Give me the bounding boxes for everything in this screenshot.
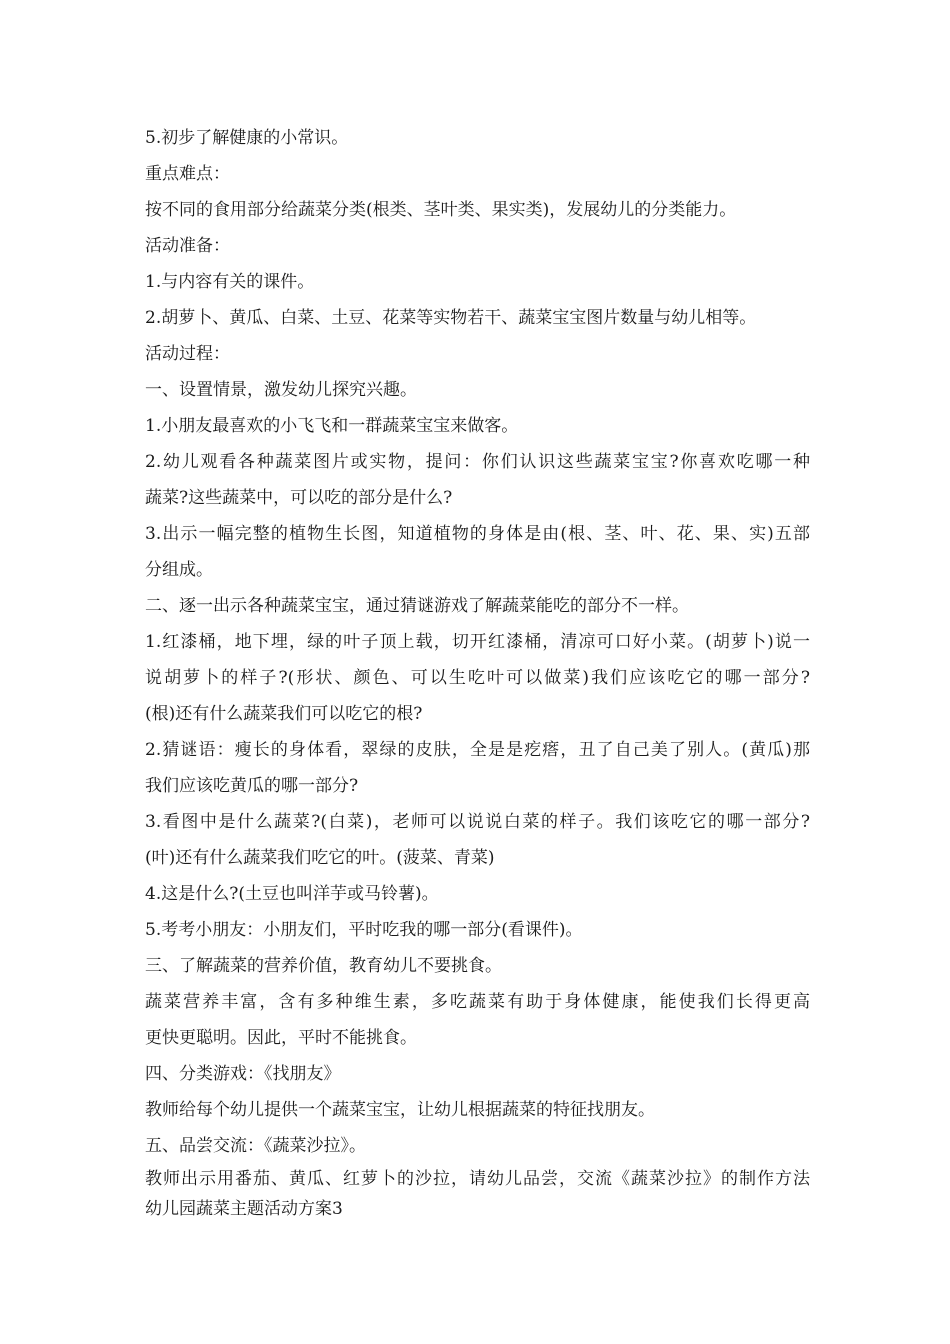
section-heading: 一、设置情景，激发幼儿探究兴趣。: [145, 380, 417, 400]
text-line: 2.猜谜语：瘦长的身体看，翠绿的皮肤，全是是疙瘩，丑了自己美了别人。(黄瓜)那: [145, 740, 810, 760]
section-heading: 五、品尝交流：《蔬菜沙拉》。: [145, 1136, 366, 1156]
text-line: 3.出示一幅完整的植物生长图，知道植物的身体是由(根、茎、叶、花、果、实)五部: [145, 524, 810, 544]
text-line: 5.初步了解健康的小常识。: [145, 128, 349, 148]
text-line: 4.这是什么?(土豆也叫洋芋或马铃薯)。: [145, 884, 439, 904]
document-body: [145, 120, 810, 1224]
text-line: 1.小朋友最喜欢的小飞飞和一群蔬菜宝宝来做客。: [145, 416, 519, 436]
text-line: 蔬菜营养丰富，含有多种维生素，多吃蔬菜有助于身体健康，能使我们长得更高: [145, 992, 810, 1012]
text-line: 分组成。: [145, 560, 213, 580]
text-line: 5.考考小朋友：小朋友们，平时吃我的哪一部分(看课件)。: [145, 920, 583, 940]
text-line: 1.红漆桶，地下埋，绿的叶子顶上载，切开红漆桶，清凉可口好小菜。(胡萝卜)说一: [145, 632, 810, 652]
section-heading: 四、分类游戏：《找朋友》: [145, 1064, 341, 1084]
section-heading: 三、了解蔬菜的营养价值，教育幼儿不要挑食。: [145, 956, 502, 976]
text-line: 蔬菜?这些蔬菜中，可以吃的部分是什么?: [145, 488, 453, 508]
text-line: 教师出示用番茄、黄瓜、红萝卜的沙拉，请幼儿品尝，交流《蔬菜沙拉》的制作方法: [145, 1169, 810, 1189]
section-heading: 活动准备：: [145, 236, 230, 256]
text-line: 按不同的食用部分给蔬菜分类(根类、茎叶类、果实类)，发展幼儿的分类能力。: [145, 200, 737, 220]
text-line: 2.胡萝卜、黄瓜、白菜、土豆、花菜等实物若干、蔬菜宝宝图片数量与幼儿相等。: [145, 308, 757, 328]
section-heading: 活动过程：: [145, 344, 230, 364]
text-line: 3.看图中是什么蔬菜?(白菜)，老师可以说说白菜的样子。我们该吃它的哪一部分?: [145, 812, 810, 832]
text-line: 更快更聪明。因此，平时不能挑食。: [145, 1028, 417, 1048]
text-line: 1.与内容有关的课件。: [145, 272, 315, 292]
section-heading: 二、逐一出示各种蔬菜宝宝，通过猜谜游戏了解蔬菜能吃的部分不一样。: [145, 596, 689, 616]
text-line: 2.幼儿观看各种蔬菜图片或实物，提问：你们认识这些蔬菜宝宝?你喜欢吃哪一种: [145, 452, 810, 472]
section-heading: 重点难点：: [145, 164, 230, 184]
text-line: 我们应该吃黄瓜的哪一部分?: [145, 776, 359, 796]
text-line: (叶)还有什么蔬菜我们吃它的叶。(菠菜、青菜): [145, 848, 495, 868]
text-line: (根)还有什么蔬菜我们可以吃它的根?: [145, 704, 423, 724]
document-title: 幼儿园蔬菜主题活动方案3: [145, 1199, 343, 1219]
text-line: 说胡萝卜的样子?(形状、颜色、可以生吃叶可以做菜)我们应该吃它的哪一部分?: [145, 668, 810, 688]
text-line: 教师给每个幼儿提供一个蔬菜宝宝，让幼儿根据蔬菜的特征找朋友。: [145, 1100, 655, 1120]
